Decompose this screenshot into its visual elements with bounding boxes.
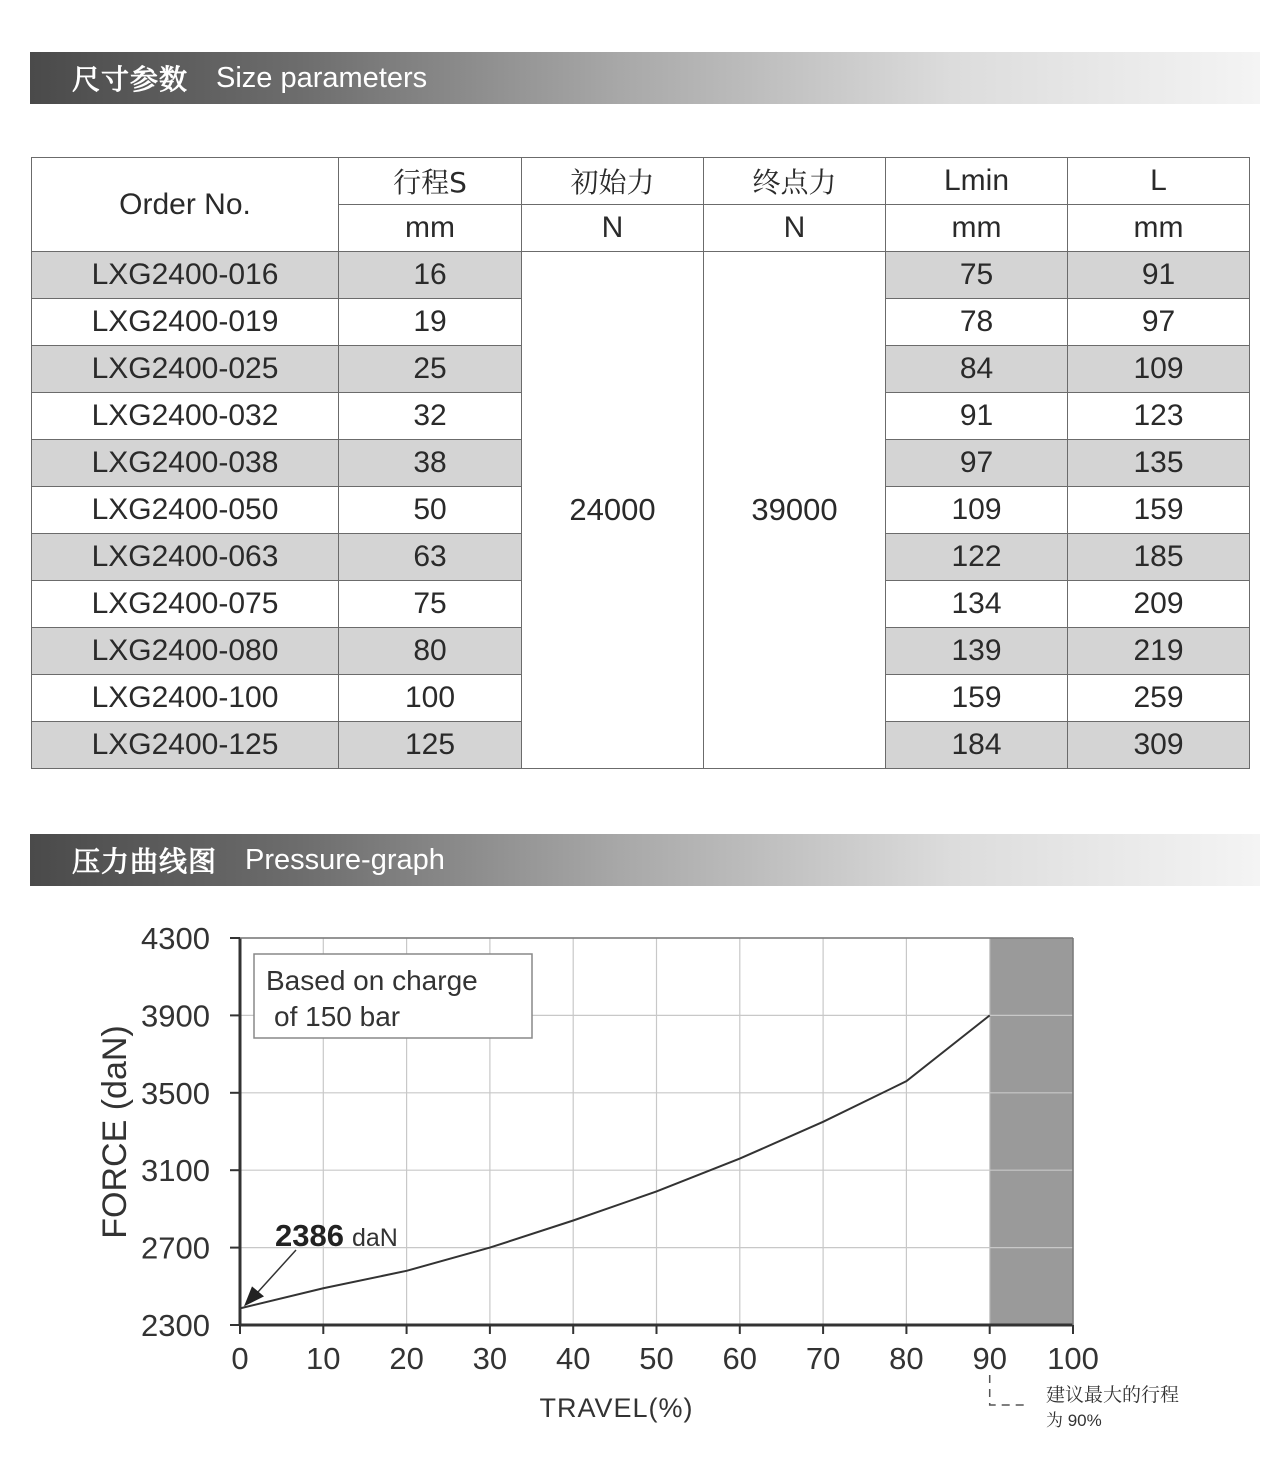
cell-l: 109: [1068, 346, 1250, 393]
size-parameters-header: [30, 52, 1260, 104]
col-header-lmin: Lmin: [886, 158, 1068, 205]
cell-l: 219: [1068, 628, 1250, 675]
y-tick-label: 3500: [141, 1075, 210, 1111]
start-arrow-line: [254, 1250, 296, 1296]
x-tick-label: 30: [472, 1341, 508, 1376]
col-header-order-no: Order No.: [32, 158, 339, 252]
unit-stroke: mm: [339, 205, 522, 252]
cell-order-no: LXG2400-038: [32, 440, 339, 487]
cell-stroke: 63: [339, 534, 522, 581]
cell-l: 97: [1068, 299, 1250, 346]
unit-initial-force: N: [522, 205, 704, 252]
annotation-line-1: Based on charge: [266, 965, 478, 996]
cell-l: 123: [1068, 393, 1250, 440]
y-tick-label: 4300: [141, 921, 210, 956]
cell-order-no: LXG2400-125: [32, 722, 339, 769]
x-tick-label: 20: [389, 1341, 424, 1376]
x-tick-label: 40: [555, 1341, 591, 1376]
col-header-l: L: [1068, 158, 1250, 205]
x-tick-label: 70: [805, 1341, 841, 1376]
cell-end-force: 39000: [704, 252, 886, 769]
cell-l: 309: [1068, 722, 1250, 769]
pressure-graph-chart: [0, 900, 1285, 1460]
x-axis-label: TRAVEL(%): [539, 1393, 694, 1423]
force-curve: [240, 1015, 990, 1308]
cell-l: 159: [1068, 487, 1250, 534]
note-line-2: 为 90%: [1046, 1411, 1102, 1430]
cell-stroke: 75: [339, 581, 522, 628]
cell-lmin: 109: [886, 487, 1068, 534]
cell-order-no: LXG2400-025: [32, 346, 339, 393]
cell-stroke: 38: [339, 440, 522, 487]
col-header-end-force: 终点力: [704, 158, 886, 205]
cell-order-no: LXG2400-075: [32, 581, 339, 628]
y-axis-label: FORCE (daN): [96, 1025, 134, 1239]
cell-stroke: 19: [339, 299, 522, 346]
size-parameters-title-en: Size parameters: [216, 61, 428, 94]
cell-lmin: 159: [886, 675, 1068, 722]
cell-l: 259: [1068, 675, 1250, 722]
cell-lmin: 139: [886, 628, 1068, 675]
x-tick-label: 10: [306, 1341, 341, 1376]
x-tick-label: 90: [972, 1341, 1007, 1376]
cell-l: 135: [1068, 440, 1250, 487]
cell-order-no: LXG2400-016: [32, 252, 339, 299]
cell-order-no: LXG2400-019: [32, 299, 339, 346]
cell-lmin: 184: [886, 722, 1068, 769]
cell-lmin: 134: [886, 581, 1068, 628]
shaded-region: [990, 938, 1073, 1325]
y-tick-label: 3100: [141, 1153, 210, 1189]
cell-lmin: 97: [886, 440, 1068, 487]
cell-initial-force: 24000: [522, 252, 704, 769]
table-row: [32, 252, 1250, 299]
x-tick-label: 50: [639, 1341, 674, 1376]
cell-l: 91: [1068, 252, 1250, 299]
col-header-initial-force: 初始力: [522, 158, 704, 205]
cell-l: 185: [1068, 534, 1250, 581]
x-tick-label: 60: [722, 1341, 758, 1376]
cell-order-no: LXG2400-063: [32, 534, 339, 581]
cell-lmin: 91: [886, 393, 1068, 440]
y-tick-label: 2300: [141, 1308, 210, 1343]
cell-lmin: 78: [886, 299, 1068, 346]
pressure-graph-header: [30, 834, 1260, 886]
cell-order-no: LXG2400-050: [32, 487, 339, 534]
cell-stroke: 100: [339, 675, 522, 722]
cell-order-no: LXG2400-032: [32, 393, 339, 440]
cell-lmin: 75: [886, 252, 1068, 299]
unit-end-force: N: [704, 205, 886, 252]
note-leader-line: [990, 1375, 1026, 1405]
size-parameters-table: [31, 157, 1250, 769]
x-tick-label: 80: [889, 1341, 924, 1376]
cell-stroke: 125: [339, 722, 522, 769]
note-line-1: 建议最大的行程: [1046, 1385, 1180, 1406]
pressure-graph-title-cn: 压力曲线图: [72, 845, 218, 878]
y-tick-label: 2700: [141, 1230, 210, 1266]
cell-l: 209: [1068, 581, 1250, 628]
cell-order-no: LXG2400-080: [32, 628, 339, 675]
pressure-graph-title-en: Pressure-graph: [245, 843, 445, 876]
cell-lmin: 122: [886, 534, 1068, 581]
start-value-unit: daN: [352, 1224, 398, 1252]
x-tick-label: 0: [231, 1341, 249, 1376]
cell-order-no: LXG2400-100: [32, 675, 339, 722]
cell-stroke: 16: [339, 252, 522, 299]
annotation-line-2: of 150 bar: [274, 1001, 401, 1032]
unit-lmin: mm: [886, 205, 1068, 252]
start-value-label: 2386: [275, 1218, 344, 1253]
unit-l: mm: [1068, 205, 1250, 252]
size-parameters-title-cn: 尺寸参数: [72, 63, 189, 96]
cell-stroke: 25: [339, 346, 522, 393]
cell-stroke: 32: [339, 393, 522, 440]
col-header-stroke: 行程S: [339, 158, 522, 205]
cell-lmin: 84: [886, 346, 1068, 393]
cell-stroke: 80: [339, 628, 522, 675]
x-tick-label: 100: [1047, 1341, 1099, 1376]
cell-stroke: 50: [339, 487, 522, 534]
y-tick-label: 3900: [141, 998, 210, 1034]
